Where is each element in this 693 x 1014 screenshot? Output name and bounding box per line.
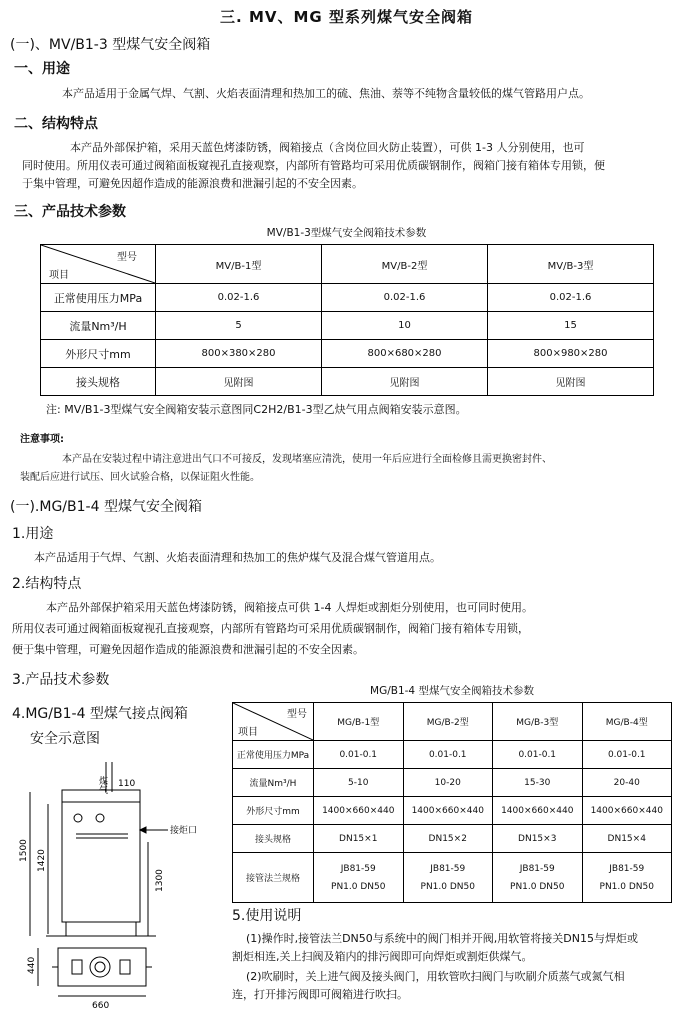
row-label: 正常使用压力MPa — [41, 284, 156, 312]
valve-block — [120, 960, 130, 974]
table-cell: DN15×1 — [314, 825, 404, 853]
table-cell — [403, 853, 493, 903]
table-cell: 1400×660×440 — [493, 797, 583, 825]
section2-struct-line3: 便于集中管理，可避免因超作造成的能源浪费和泄漏引起的不安全因素。 — [12, 643, 364, 656]
section1-use-heading: 一、用途 — [14, 61, 70, 77]
table-cell: 1400×660×440 — [582, 797, 672, 825]
mv-spec-table — [40, 244, 654, 396]
table-cell: DN15×4 — [582, 825, 672, 853]
table-cell — [314, 853, 404, 903]
table-header-cell: MG/B-4型 — [582, 703, 672, 741]
table-cell: 800×980×280 — [488, 340, 654, 368]
table-cell: 见附图 — [322, 368, 488, 396]
dim-1300-label: 1300 — [155, 869, 165, 892]
table-header-cell: MV/B-1型 — [156, 245, 322, 284]
section2-struct-line2: 所用仪表可通过阀箱面板窥视孔直接观察，内部所有管路均可采用优质碳钢制作，阀箱门接有箱体专用锁， — [12, 622, 529, 635]
table-row — [233, 741, 672, 769]
flange-std: JB81-59 — [609, 863, 645, 874]
usage-line3: (2)吹刷时，关上进气阀及接头阀门，用软管吹扫阀门与吹刷介质蒸气或氮气相 — [246, 970, 625, 983]
flange-inner-icon — [95, 962, 105, 972]
table-cell: 15 — [488, 312, 654, 340]
row-label: 接头规格 — [41, 368, 156, 396]
usage-line2: 割炬相连,关上扫阀及箱内的排污阀即可向焊炬或割炬供煤气。 — [232, 950, 533, 963]
table-header-cell: MG/B-2型 — [403, 703, 493, 741]
table-cell: 10 — [322, 312, 488, 340]
valve-block — [72, 960, 82, 974]
table-cell: 5 — [156, 312, 322, 340]
flange-pn: PN1.0 DN50 — [331, 881, 386, 892]
flange-std: JB81-59 — [519, 863, 555, 874]
corner-model-label: 型号 — [117, 252, 137, 263]
cabinet-body — [62, 790, 140, 922]
section1-heading: (一)、MV/B1-3 型煤气安全阀箱 — [10, 37, 211, 53]
flange-std: JB81-59 — [430, 863, 466, 874]
dim-440-label: 440 — [27, 956, 37, 974]
table-row — [41, 312, 654, 340]
row-label: 接头规格 — [233, 825, 314, 853]
section2-struct-heading: 2.结构特点 — [12, 576, 82, 592]
corner-item-label: 项目 — [49, 270, 69, 281]
usage-line4: 连，打开排污阀即可阀箱进行吹扫。 — [232, 988, 408, 1001]
dim-660-label: 660 — [92, 1001, 110, 1011]
row-label: 外形尺寸mm — [233, 797, 314, 825]
dim-1500-label: 1500 — [19, 839, 29, 862]
section1-note: 注: MV/B1-3型煤气安全阀箱安装示意图同C2H2/B1-3型乙炔气用点阀箱安装示意图。 — [46, 403, 467, 416]
section1-struct-line1: 本产品外部保护箱，采用天蓝色烤漆防锈，阀箱接点（含岗位回火防止装置），可供 1-3 人分别使用，也可 — [70, 141, 585, 154]
flange-std: JB81-59 — [340, 863, 376, 874]
table-cell: 1400×660×440 — [314, 797, 404, 825]
table-cell: 0.02-1.6 — [156, 284, 322, 312]
table-cell: 0.02-1.6 — [322, 284, 488, 312]
section2-use-heading: 1.用途 — [12, 526, 54, 542]
mg-spec-table — [232, 702, 672, 903]
table-header-cell: MV/B-3型 — [488, 245, 654, 284]
table-cell: 见附图 — [156, 368, 322, 396]
table-cell: DN15×3 — [493, 825, 583, 853]
flange-pn: PN1.0 DN50 — [510, 881, 565, 892]
diagram-heading-line1: 4.MG/B1-4 型煤气接点阀箱 — [12, 706, 188, 722]
arrow-icon — [140, 827, 146, 833]
table-row — [233, 797, 672, 825]
flange-icon — [90, 957, 110, 977]
gas-label: 煤气 — [97, 776, 107, 794]
table-cell: 0.01-0.1 — [493, 741, 583, 769]
table-header-cell: MV/B-2型 — [322, 245, 488, 284]
section2-use-text: 本产品适用于气焊、气割、火焰表面清理和热加工的焦炉煤气及混合煤气管道用点。 — [34, 551, 441, 564]
table-cell: 0.01-0.1 — [582, 741, 672, 769]
dim-110-label: 110 — [118, 779, 136, 789]
table-cell: 0.01-0.1 — [403, 741, 493, 769]
valve-icon — [96, 814, 104, 822]
diagram-heading-line2: 安全示意图 — [30, 731, 100, 747]
section2-heading: (一).MG/B1-4 型煤气安全阀箱 — [10, 499, 202, 515]
usage-line1: (1)操作时,接管法兰DN50与系统中的阀门相并开阀,用软管将接关DN15与焊炬或 — [246, 932, 638, 945]
table-corner-cell — [41, 245, 156, 284]
table-row — [41, 368, 654, 396]
table-row — [233, 825, 672, 853]
section2-struct-line1: 本产品外部保护箱采用天蓝色烤漆防锈，阀箱接点可供 1-4 人焊炬或割炬分别使用，也可同时使用。 — [46, 601, 533, 614]
table-row — [41, 284, 654, 312]
section1-struct-line2: 同时使用。所用仪表可通过阀箱面板窥视孔直接观察，内部所有管路均可采用优质碳钢制作，阀箱门接有箱体专用锁，便 — [22, 159, 605, 172]
caution-heading: 注意事项: — [20, 434, 64, 445]
plan-view-box — [58, 948, 146, 986]
table-header-cell: MG/B-3型 — [493, 703, 583, 741]
table-cell: 5-10 — [314, 769, 404, 797]
valve-icon — [74, 814, 82, 822]
row-label: 接管法兰规格 — [233, 853, 314, 903]
table-row — [233, 853, 672, 903]
corner-model-label: 型号 — [287, 709, 307, 720]
table-cell: 10-20 — [403, 769, 493, 797]
row-label: 流量Nm³/H — [233, 769, 314, 797]
torch-port-label: 接炬口 — [170, 826, 198, 836]
dim-1420-label: 1420 — [37, 849, 47, 872]
section1-table-caption: MV/B1-3型煤气安全阀箱技术参数 — [266, 227, 427, 239]
usage-heading: 5.使用说明 — [232, 908, 302, 924]
table-header-cell: MG/B-1型 — [314, 703, 404, 741]
table-cell: 800×680×280 — [322, 340, 488, 368]
table-cell: 0.01-0.1 — [314, 741, 404, 769]
table-cell — [582, 853, 672, 903]
table-cell: 20-40 — [582, 769, 672, 797]
row-label: 正常使用压力MPa — [233, 741, 314, 769]
table-cell: 见附图 — [488, 368, 654, 396]
installation-diagram — [16, 752, 226, 1014]
section1-param-heading: 三、产品技术参数 — [14, 204, 126, 220]
table-row — [233, 769, 672, 797]
section2-table-caption: MG/B1-4 型煤气安全阀箱技术参数 — [370, 685, 534, 697]
row-label: 外形尺寸mm — [41, 340, 156, 368]
page-title: 三. MV、MG 型系列煤气安全阀箱 — [220, 8, 473, 26]
table-cell: 800×380×280 — [156, 340, 322, 368]
caution-line2: 装配后应进行试压、回火试验合格，以保证阻火性能。 — [20, 472, 260, 483]
section2-param-heading: 3.产品技术参数 — [12, 672, 110, 688]
row-label: 流量Nm³/H — [41, 312, 156, 340]
table-corner-cell — [233, 703, 314, 741]
table-cell: DN15×2 — [403, 825, 493, 853]
section1-use-text: 本产品适用于金属气焊、气割、火焰表面清理和热加工的硫、焦油、萘等不纯物含量较低的煤气管路用户点。 — [62, 87, 590, 100]
corner-item-label: 项目 — [238, 727, 258, 738]
table-cell — [493, 853, 583, 903]
flange-pn: PN1.0 DN50 — [599, 881, 654, 892]
caution-line1: 本产品在安装过程中请注意进出气口不可接反，发现堵塞应清洗，使用一年后应进行全面检修且需更换密封件、 — [62, 454, 552, 465]
section1-struct-heading: 二、结构特点 — [14, 116, 98, 132]
table-cell: 0.02-1.6 — [488, 284, 654, 312]
table-row — [41, 340, 654, 368]
table-cell: 1400×660×440 — [403, 797, 493, 825]
table-cell: 15-30 — [493, 769, 583, 797]
flange-pn: PN1.0 DN50 — [420, 881, 475, 892]
section1-struct-line3: 于集中管理，可避免因超作造成的能源浪费和泄漏引起的不安全因素。 — [22, 177, 363, 190]
